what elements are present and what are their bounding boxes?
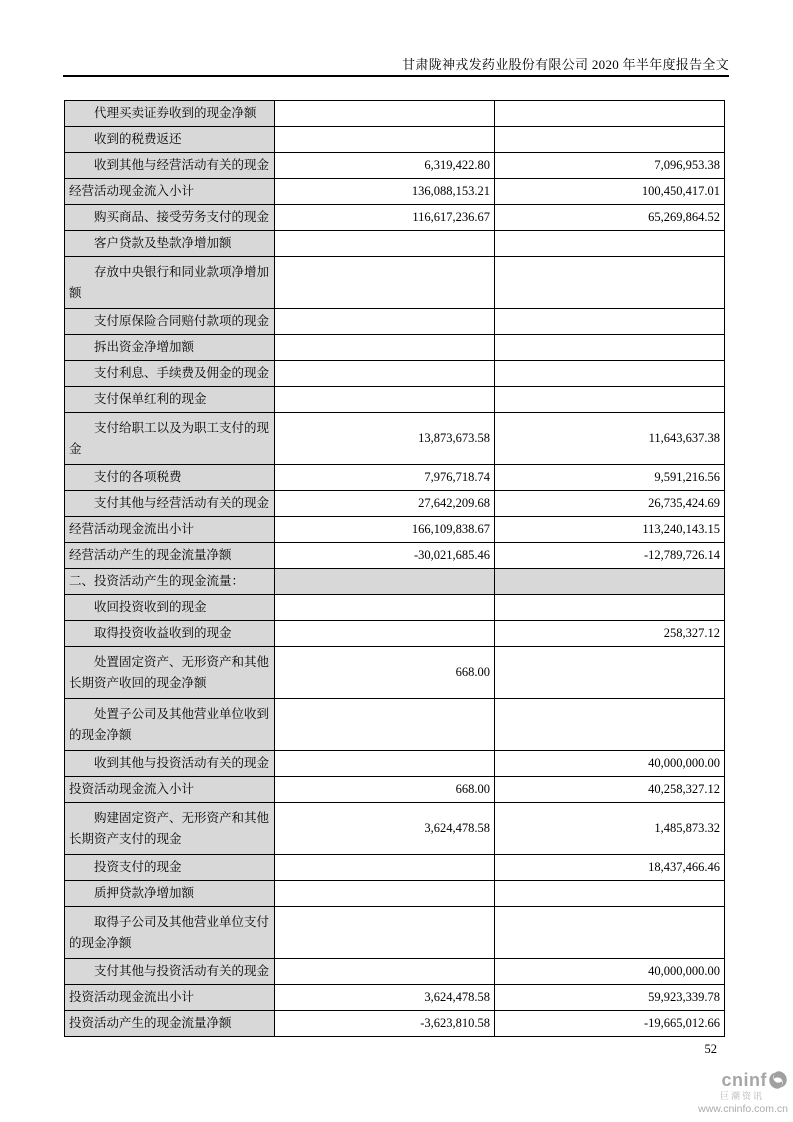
row-label: 客户贷款及垫款净增加额 [65,231,275,257]
row-label: 投资支付的现金 [65,855,275,881]
prior-period-value [495,101,725,127]
table-row [65,647,725,699]
current-period-value: 3,624,478.58 [275,985,495,1011]
table-row [65,959,725,985]
table-row [65,205,725,231]
table-row [65,595,725,621]
current-period-value: 3,624,478.58 [275,803,495,855]
row-label: 收回投资收到的现金 [65,595,275,621]
table-row [65,179,725,205]
table-row [65,257,725,309]
prior-period-value: -19,665,012.66 [495,1011,725,1037]
cash-flow-table [64,100,725,1037]
row-label: 经营活动现金流出小计 [65,517,275,543]
current-period-value: -30,021,685.46 [275,543,495,569]
row-label: 取得子公司及其他营业单位支付的现金净额 [65,907,275,959]
prior-period-value: 40,000,000.00 [495,751,725,777]
row-label: 投资活动产生的现金流量净额 [65,1011,275,1037]
prior-period-value: 1,485,873.32 [495,803,725,855]
current-period-value [275,127,495,153]
row-label: 购买商品、接受劳务支付的现金 [65,205,275,231]
current-period-value [275,309,495,335]
prior-period-value: 59,923,339.78 [495,985,725,1011]
current-period-value [275,595,495,621]
prior-period-value: 9,591,216.56 [495,465,725,491]
table-row [65,777,725,803]
cninfo-wordmark: cninf [721,1069,767,1090]
row-label: 处置子公司及其他营业单位收到的现金净额 [65,699,275,751]
prior-period-value: 100,450,417.01 [495,179,725,205]
table-row [65,1011,725,1037]
prior-period-value: 40,000,000.00 [495,959,725,985]
current-period-value: -3,623,810.58 [275,1011,495,1037]
prior-period-value [495,699,725,751]
row-label: 支付利息、手续费及佣金的现金 [65,361,275,387]
row-label: 收到的税费返还 [65,127,275,153]
row-label: 支付其他与投资活动有关的现金 [65,959,275,985]
row-label: 支付给职工以及为职工支付的现金 [65,413,275,465]
prior-period-value [495,257,725,309]
current-period-value: 166,109,838.67 [275,517,495,543]
cninfo-chinese-name: 巨潮资讯 [719,1090,764,1101]
current-period-value: 668.00 [275,777,495,803]
current-period-value: 6,319,422.80 [275,153,495,179]
table-row [65,543,725,569]
table-row [65,335,725,361]
current-period-value: 7,976,718.74 [275,465,495,491]
row-label: 收到其他与投资活动有关的现金 [65,751,275,777]
row-label: 处置固定资产、无形资产和其他长期资产收回的现金净额 [65,647,275,699]
current-period-value [275,855,495,881]
row-label: 经营活动现金流入小计 [65,179,275,205]
cninfo-logo [668,1070,788,1115]
prior-period-value: 40,258,327.12 [495,777,725,803]
table-row [65,101,725,127]
table-row [65,751,725,777]
row-label: 经营活动产生的现金流量净额 [65,543,275,569]
table-row [65,231,725,257]
current-period-value [275,257,495,309]
current-period-value [275,699,495,751]
table-row [65,907,725,959]
prior-period-value [495,127,725,153]
current-period-value [275,621,495,647]
prior-period-value: 26,735,424.69 [495,491,725,517]
row-label: 存放中央银行和同业款项净增加额 [65,257,275,309]
current-period-value [275,881,495,907]
row-label: 支付原保险合同赔付款项的现金 [65,309,275,335]
prior-period-value: 7,096,953.38 [495,153,725,179]
row-label: 支付其他与经营活动有关的现金 [65,491,275,517]
prior-period-value [495,647,725,699]
current-period-value [275,101,495,127]
prior-period-value [495,595,725,621]
prior-period-value: 11,643,637.38 [495,413,725,465]
table-row [65,361,725,387]
table-row [65,517,725,543]
table-row [65,621,725,647]
prior-period-value [495,361,725,387]
current-period-value: 668.00 [275,647,495,699]
prior-period-value: 65,269,864.52 [495,205,725,231]
table-row [65,127,725,153]
current-period-value [275,959,495,985]
prior-period-value [495,231,725,257]
prior-period-value: 113,240,143.15 [495,517,725,543]
row-label: 拆出资金净增加额 [65,335,275,361]
table-row [65,569,725,595]
prior-period-value: 258,327.12 [495,621,725,647]
current-period-value [275,231,495,257]
prior-period-value [495,387,725,413]
table-row [65,387,725,413]
prior-period-value [495,569,725,595]
table-row [65,803,725,855]
table-row [65,309,725,335]
table-row [65,855,725,881]
page-number: 52 [704,1042,717,1056]
row-label: 收到其他与经营活动有关的现金 [65,153,275,179]
current-period-value [275,751,495,777]
row-label: 取得投资收益收到的现金 [65,621,275,647]
current-period-value: 136,088,153.21 [275,179,495,205]
report-header-title: 甘肃陇神戎发药业股份有限公司 2020 年半年度报告全文 [402,57,729,72]
row-label: 质押贷款净增加额 [65,881,275,907]
current-period-value [275,387,495,413]
prior-period-value [495,309,725,335]
current-period-value: 13,873,673.58 [275,413,495,465]
table-row [65,881,725,907]
row-label: 支付保单红利的现金 [65,387,275,413]
table-row [65,699,725,751]
prior-period-value [495,907,725,959]
current-period-value [275,361,495,387]
cninfo-swirl-icon [768,1070,788,1090]
prior-period-value: -12,789,726.14 [495,543,725,569]
prior-period-value: 18,437,466.46 [495,855,725,881]
row-label: 二、投资活动产生的现金流量： [65,569,275,595]
current-period-value: 116,617,236.67 [275,205,495,231]
prior-period-value [495,881,725,907]
current-period-value [275,907,495,959]
current-period-value [275,569,495,595]
table-row [65,153,725,179]
table-row [65,985,725,1011]
table-row [65,465,725,491]
header-divider [63,75,729,77]
table-row [65,491,725,517]
current-period-value [275,335,495,361]
cninfo-url: www.cninfo.com.cn [698,1102,788,1115]
table-row [65,413,725,465]
row-label: 支付的各项税费 [65,465,275,491]
current-period-value: 27,642,209.68 [275,491,495,517]
row-label: 购建固定资产、无形资产和其他长期资产支付的现金 [65,803,275,855]
row-label: 投资活动现金流入小计 [65,777,275,803]
cash-flow-table-container [64,100,725,1037]
row-label: 代理买卖证券收到的现金净额 [65,101,275,127]
prior-period-value [495,335,725,361]
row-label: 投资活动现金流出小计 [65,985,275,1011]
